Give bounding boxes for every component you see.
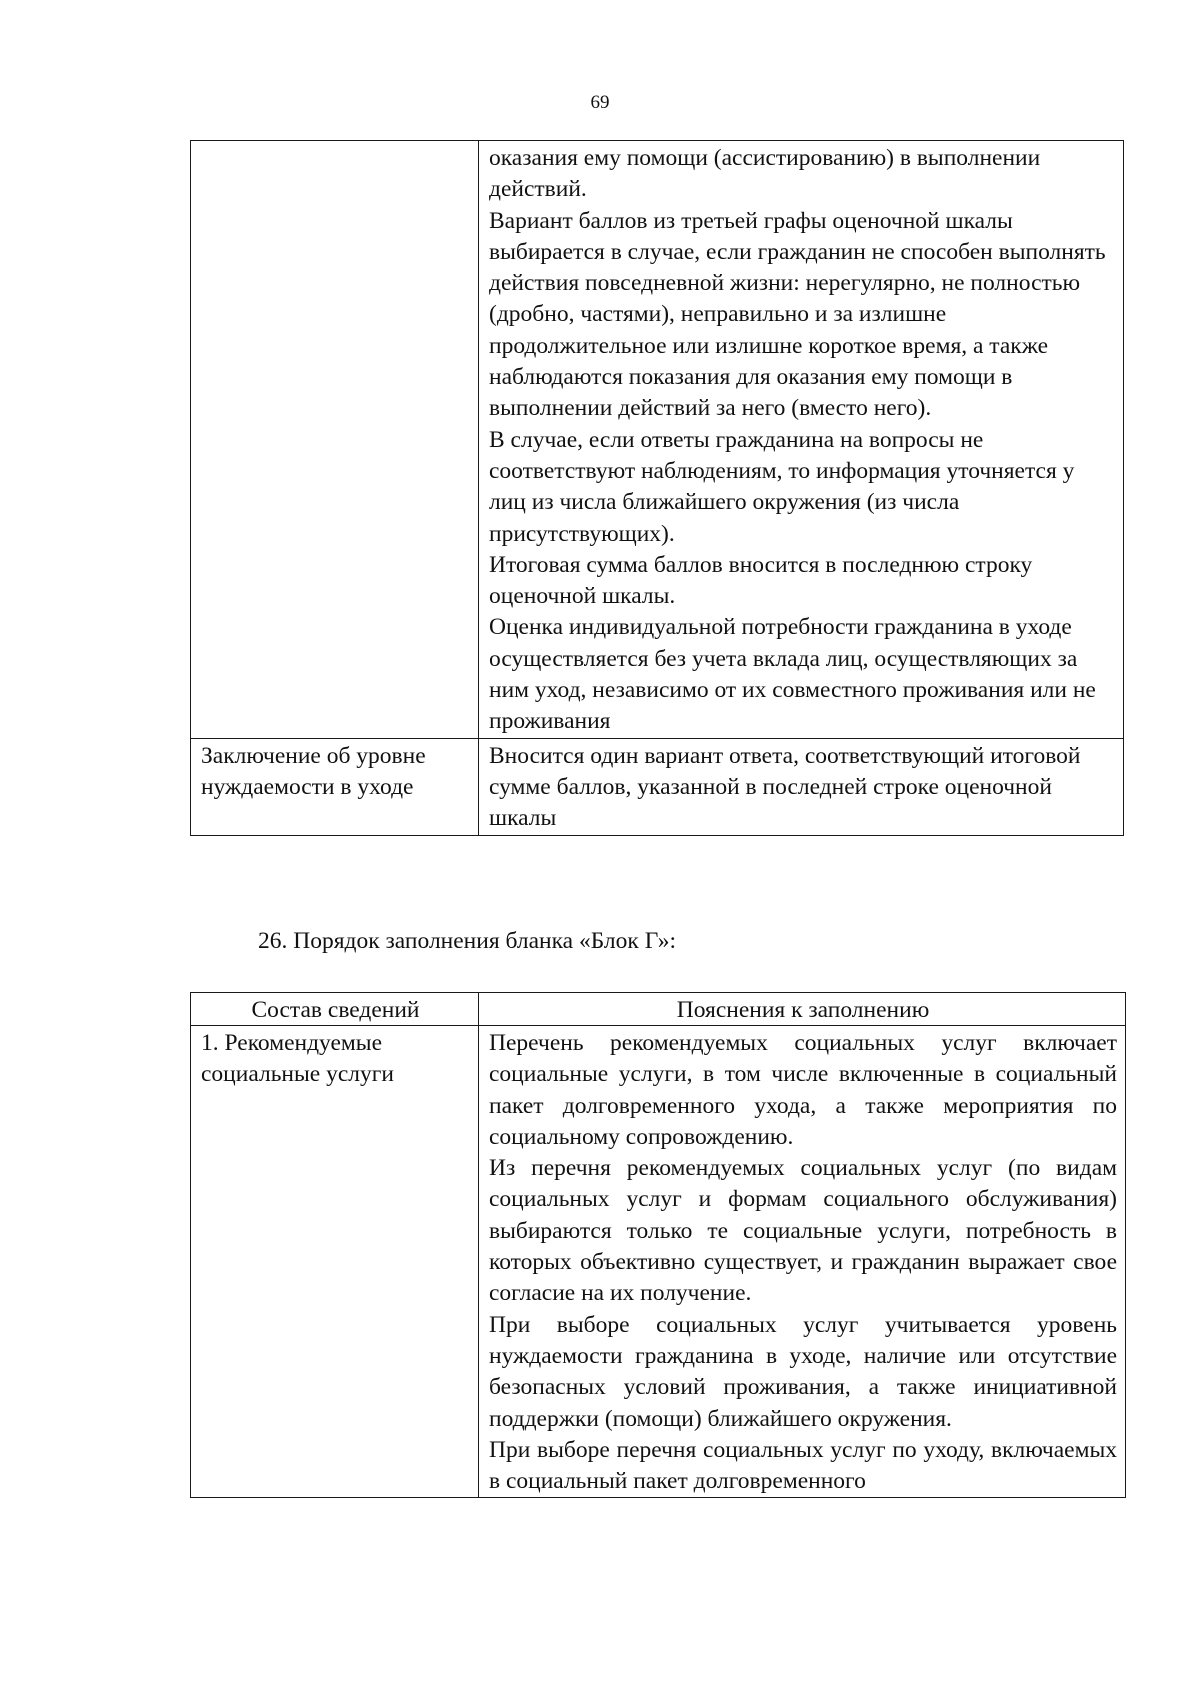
section-heading: 26. Порядок заполнения бланка «Блок Г»: bbox=[258, 928, 676, 954]
paragraph: Вариант баллов из третьей графы оценочной шкалы выбирается в случае, если гражданин не способен выполнять действия повседневной жизни: нерегулярно, не полностью (дробно, частями), неправильно и за излишне продолжительное или излишне короткое время, а также наблюдаются показания для оказания ему помощи в выполнении действий за него (вместо него). bbox=[489, 207, 1106, 422]
paragraph: В случае, если ответы гражданина на вопросы не соответствуют наблюдениям, то информация уточняется у лиц из числа ближайшего окружения (из числа присутствующих). bbox=[489, 426, 1075, 547]
paragraph: оказания ему помощи (ассистированию) в выполнении действий. bbox=[489, 145, 1041, 203]
table-cell-label bbox=[191, 141, 479, 739]
table-cell-explanation bbox=[479, 1026, 1126, 1498]
table-header-row bbox=[191, 993, 1126, 1026]
table-cell-label: 1. Рекомендуемые социальные услуги bbox=[191, 1026, 479, 1498]
paragraph: Из перечня рекомендуемых социальных услуг (по видам социальных услуг и формам социального обслуживания) выбираются только те социальные услуги, потребность в которых объективно существует, и гражданин выражает свое согласие на их получение. bbox=[489, 1155, 1117, 1307]
table-block-v-continuation bbox=[190, 140, 1124, 836]
table-row bbox=[191, 1026, 1126, 1498]
table-cell-explanation bbox=[479, 141, 1124, 739]
table-cell-explanation bbox=[479, 738, 1124, 835]
page-number: 69 bbox=[590, 92, 610, 113]
paragraph: При выборе социальных услуг учитывается уровень нуждаемости гражданина в уходе, наличие или отсутствие безопасных условий проживания, а также инициативной поддержки (помощи) ближайшего окружения. bbox=[489, 1311, 1117, 1432]
paragraph: Вносится один вариант ответа, соответствующий итоговой сумме баллов, указанной в последней строке оценочной шкалы bbox=[489, 742, 1081, 832]
table-cell-label: Заключение об уровне нуждаемости в уходе bbox=[191, 738, 479, 835]
table-row bbox=[191, 738, 1124, 835]
column-header-explanations: Пояснения к заполнению bbox=[479, 993, 1126, 1026]
paragraph: Перечень рекомендуемых социальных услуг включает социальные услуги, в том числе включенные в социальный пакет долговременного ухода, а также мероприятия по социальному сопровождению. bbox=[489, 1030, 1117, 1150]
column-header-composition: Состав сведений bbox=[191, 993, 479, 1026]
table-row bbox=[191, 141, 1124, 739]
table-block-g bbox=[190, 992, 1126, 1498]
paragraph: Оценка индивидуальной потребности гражданина в уходе осуществляется без учета вклада лиц, осуществляющих за ним уход, независимо от их совместного проживания или не проживания bbox=[489, 614, 1096, 735]
paragraph: При выборе перечня социальных услуг по уходу, включаемых в социальный пакет долговременного bbox=[489, 1436, 1117, 1495]
paragraph: Итоговая сумма баллов вносится в последнюю строку оценочной шкалы. bbox=[489, 551, 1033, 610]
